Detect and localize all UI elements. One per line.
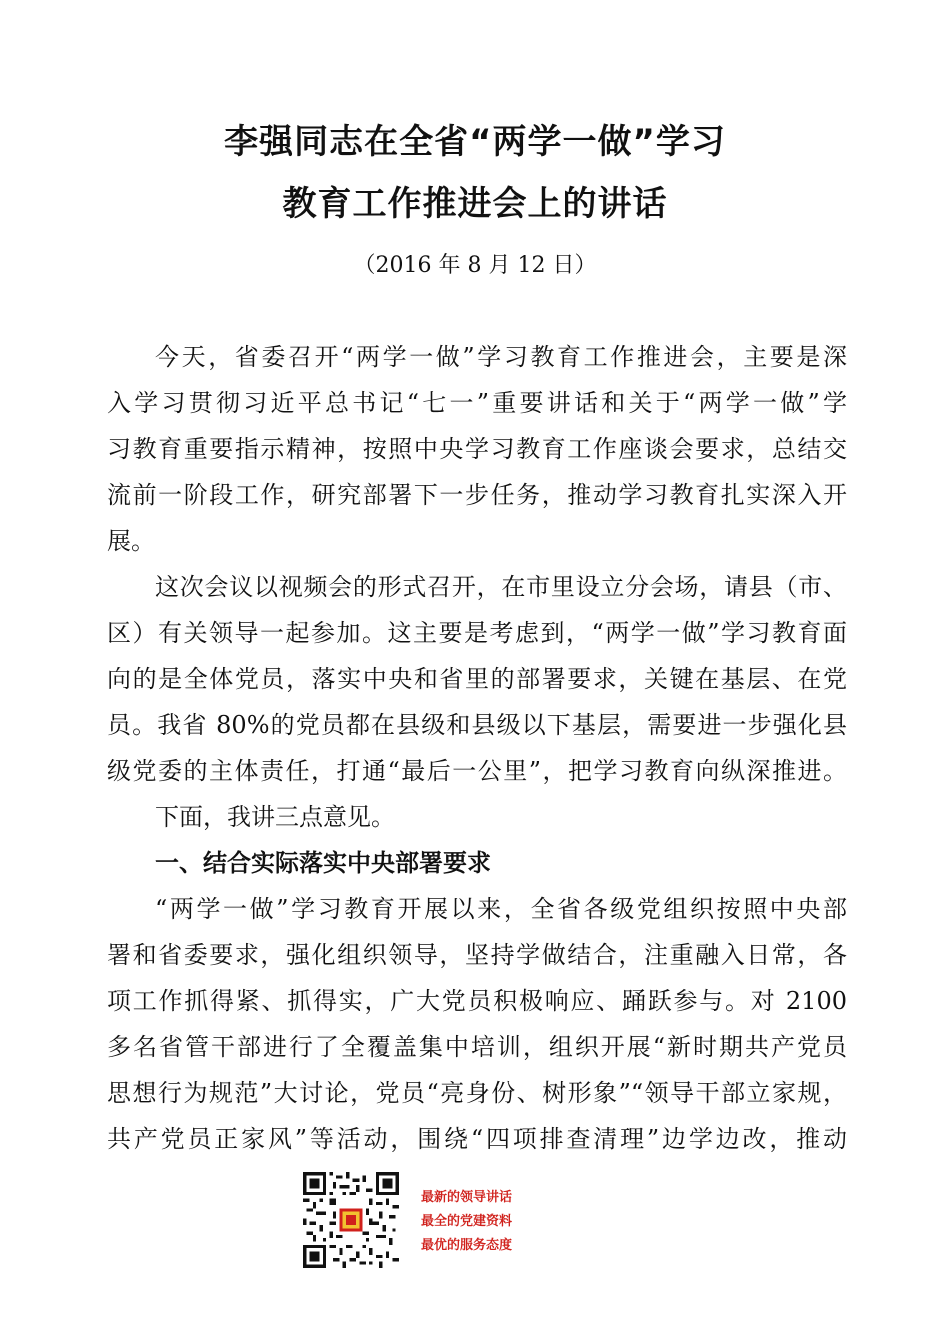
paragraph-line: 今天，省委召开“两学一做”学习教育工作推进会，主要是深 (155, 343, 847, 371)
paragraph-line: 入学习贯彻习近平总书记“七一”重要讲话和关于“两学一做”学 (107, 389, 847, 417)
paragraph-line: 级党委的主体责任，打通“最后一公里”，把学习教育向纵深推进。 (107, 757, 847, 785)
speech-date: （2016 年 8 月 12 日） (353, 253, 597, 278)
slogan-line: 最全的党建资料 (421, 1214, 513, 1229)
paragraph-line: 多名省管干部进行了全覆盖集中培训，组织开展“新时期共产党员 (107, 1033, 847, 1061)
slogan-line: 最新的领导讲话 (421, 1190, 513, 1205)
paragraph-line: 下面，我讲三点意见。 (155, 803, 395, 831)
paragraph-line: 展。 (107, 527, 155, 555)
paragraph-line: 项工作抓得紧、抓得实，广大党员积极响应、踊跃参与。对 2100 (107, 987, 847, 1015)
paragraph-line: 流前一阶段工作，研究部署下一步任务，推动学习教育扎实深入开 (107, 481, 847, 509)
paragraph-line: 员。我省 80%的党员都在县级和县级以下基层，需要进一步强化县 (107, 711, 847, 739)
paragraph-line: 习教育重要指示精神，按照中央学习教育工作座谈会要求，总结交 (107, 435, 847, 463)
section-heading: 一、结合实际落实中央部署要求 (155, 849, 491, 877)
speech-body (107, 334, 847, 1162)
promo-slogans (421, 1186, 512, 1258)
paragraph-line: 向的是全体党员，落实中央和省里的部署要求，关键在基层、在党 (107, 665, 847, 693)
qr-code-icon (303, 1172, 399, 1268)
footer-promo (303, 1172, 663, 1272)
paragraph-line: 这次会议以视频会的形式召开，在市里设立分会场，请县（市、 (155, 573, 847, 601)
paragraph-line: 共产党员正家风”等活动，围绕“四项排查清理”边学边改，推动 (107, 1125, 847, 1153)
paragraph-line: “两学一做”学习教育开展以来，全省各级党组织按照中央部 (155, 895, 847, 923)
paragraph-line: 署和省委要求，强化组织领导，坚持学做结合，注重融入日常，各 (107, 941, 847, 969)
slogan-line: 最优的服务态度 (421, 1238, 513, 1253)
paragraph-line: 思想行为规范”大讨论，党员“亮身份、树形象”“领导干部立家规， (107, 1079, 847, 1107)
title-line-1: 李强同志在全省“两学一做”学习 (224, 122, 726, 162)
paragraph-line: 区）有关领导一起参加。这主要是考虑到，“两学一做”学习教育面 (107, 619, 847, 647)
title-line-2: 教育工作推进会上的讲话 (282, 184, 668, 224)
